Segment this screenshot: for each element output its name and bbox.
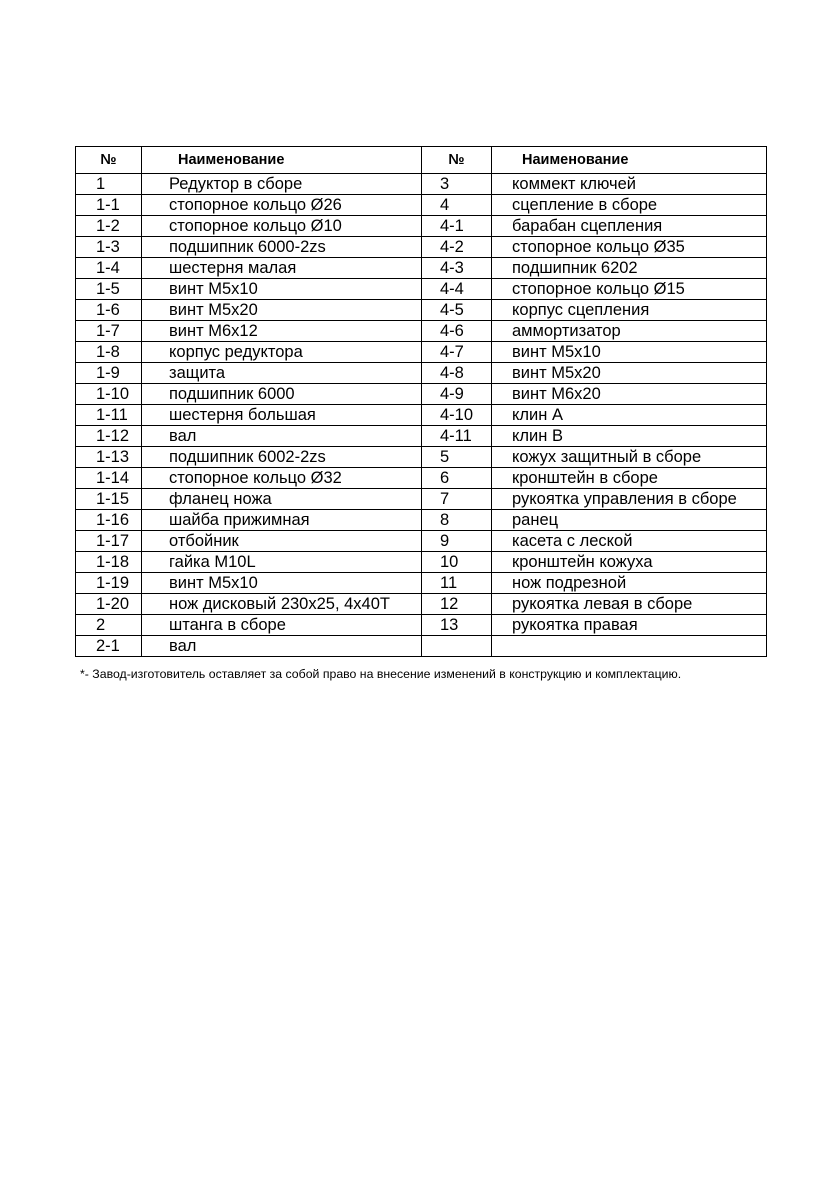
cell-right-name: корпус сцепления	[492, 300, 767, 321]
cell-left-name: шайба прижимная	[142, 510, 422, 531]
cell-right-name: аммортизатор	[492, 321, 767, 342]
cell-right-name	[492, 636, 767, 657]
cell-right-name: подшипник 6202	[492, 258, 767, 279]
cell-right-number: 4-9	[422, 384, 492, 405]
cell-left-name: отбойник	[142, 531, 422, 552]
cell-right-number: 3	[422, 174, 492, 195]
cell-left-name: винт М5х20	[142, 300, 422, 321]
cell-left-name: подшипник 6000-2zs	[142, 237, 422, 258]
header-name-right: Наименование	[492, 147, 767, 174]
cell-left-name: винт М5х10	[142, 279, 422, 300]
cell-right-name: винт М5х10	[492, 342, 767, 363]
cell-left-number: 1-16	[76, 510, 142, 531]
cell-left-number: 1-17	[76, 531, 142, 552]
cell-left-number: 2	[76, 615, 142, 636]
cell-right-number: 9	[422, 531, 492, 552]
cell-right-name: клин В	[492, 426, 767, 447]
table-row	[76, 489, 767, 510]
cell-left-name: вал	[142, 426, 422, 447]
cell-left-name: Редуктор в сборе	[142, 174, 422, 195]
cell-right-name: кронштейн кожуха	[492, 552, 767, 573]
cell-right-name: винт М5х20	[492, 363, 767, 384]
cell-left-number: 1-5	[76, 279, 142, 300]
cell-left-number: 1-7	[76, 321, 142, 342]
table-row	[76, 405, 767, 426]
cell-left-name: стопорное кольцо Ø26	[142, 195, 422, 216]
cell-left-name: шестерня большая	[142, 405, 422, 426]
cell-left-name: гайка М10L	[142, 552, 422, 573]
cell-right-name: клин А	[492, 405, 767, 426]
header-row	[76, 147, 767, 174]
table-row	[76, 321, 767, 342]
cell-right-number: 4-11	[422, 426, 492, 447]
header-number-left: №	[76, 147, 142, 174]
cell-left-number: 1-13	[76, 447, 142, 468]
cell-right-number: 4-6	[422, 321, 492, 342]
cell-left-number: 1	[76, 174, 142, 195]
table-row	[76, 363, 767, 384]
table-row	[76, 426, 767, 447]
cell-right-name: нож подрезной	[492, 573, 767, 594]
cell-right-number: 4-1	[422, 216, 492, 237]
cell-left-name: подшипник 6000	[142, 384, 422, 405]
cell-left-number: 1-14	[76, 468, 142, 489]
cell-right-number: 4-10	[422, 405, 492, 426]
cell-right-number: 4-2	[422, 237, 492, 258]
cell-left-name: штанга в сборе	[142, 615, 422, 636]
table-row	[76, 237, 767, 258]
table-row	[76, 531, 767, 552]
table-row	[76, 216, 767, 237]
cell-left-number: 1-6	[76, 300, 142, 321]
footnote: *- Завод-изготовитель оставляет за собой право на внесение изменений в конструкцию и комплектацию.	[80, 667, 682, 681]
cell-right-number: 10	[422, 552, 492, 573]
cell-right-number: 5	[422, 447, 492, 468]
header-name-left: Наименование	[142, 147, 422, 174]
header-number-right: №	[422, 147, 492, 174]
cell-right-number: 4-5	[422, 300, 492, 321]
cell-left-name: стопорное кольцо Ø32	[142, 468, 422, 489]
cell-right-number: 4-8	[422, 363, 492, 384]
cell-left-number: 1-2	[76, 216, 142, 237]
cell-right-name: стопорное кольцо Ø35	[492, 237, 767, 258]
table-row	[76, 279, 767, 300]
table-body	[76, 174, 767, 657]
cell-left-name: шестерня малая	[142, 258, 422, 279]
cell-right-name: ранец	[492, 510, 767, 531]
cell-left-number: 1-12	[76, 426, 142, 447]
cell-left-number: 1-8	[76, 342, 142, 363]
cell-left-number: 1-3	[76, 237, 142, 258]
cell-right-number	[422, 636, 492, 657]
cell-right-name: кожух защитный в сборе	[492, 447, 767, 468]
cell-left-number: 1-9	[76, 363, 142, 384]
cell-left-number: 1-10	[76, 384, 142, 405]
cell-right-number: 4-3	[422, 258, 492, 279]
cell-right-number: 11	[422, 573, 492, 594]
cell-right-name: винт М6х20	[492, 384, 767, 405]
cell-left-name: винт М6х12	[142, 321, 422, 342]
cell-right-number: 7	[422, 489, 492, 510]
cell-right-number: 13	[422, 615, 492, 636]
cell-left-name: фланец ножа	[142, 489, 422, 510]
cell-right-name: рукоятка управления в сборе	[492, 489, 767, 510]
table-row	[76, 195, 767, 216]
cell-left-name: винт М5х10	[142, 573, 422, 594]
cell-right-number: 4-7	[422, 342, 492, 363]
cell-right-name: барабан сцепления	[492, 216, 767, 237]
cell-right-name: рукоятка правая	[492, 615, 767, 636]
table-row	[76, 573, 767, 594]
cell-left-number: 2-1	[76, 636, 142, 657]
cell-right-number: 4-4	[422, 279, 492, 300]
cell-right-name: рукоятка левая в сборе	[492, 594, 767, 615]
table-row	[76, 468, 767, 489]
cell-left-name: нож дисковый 230х25, 4х40Т	[142, 594, 422, 615]
cell-right-number: 4	[422, 195, 492, 216]
table-row	[76, 552, 767, 573]
table-row	[76, 510, 767, 531]
table-row	[76, 594, 767, 615]
cell-right-name: сцепление в сборе	[492, 195, 767, 216]
table-row	[76, 636, 767, 657]
cell-right-name: касета с леской	[492, 531, 767, 552]
parts-table	[75, 146, 767, 657]
cell-left-name: корпус редуктора	[142, 342, 422, 363]
cell-left-number: 1-11	[76, 405, 142, 426]
table-header	[76, 147, 767, 174]
cell-left-number: 1-19	[76, 573, 142, 594]
cell-right-name: кронштейн в сборе	[492, 468, 767, 489]
cell-left-number: 1-15	[76, 489, 142, 510]
cell-right-number: 6	[422, 468, 492, 489]
table-row	[76, 384, 767, 405]
table-row	[76, 342, 767, 363]
table-row	[76, 174, 767, 195]
cell-left-name: вал	[142, 636, 422, 657]
cell-left-name: подшипник 6002-2zs	[142, 447, 422, 468]
table-row	[76, 300, 767, 321]
cell-left-number: 1-18	[76, 552, 142, 573]
cell-left-number: 1-1	[76, 195, 142, 216]
table-row	[76, 447, 767, 468]
cell-left-name: защита	[142, 363, 422, 384]
cell-right-name: коммект ключей	[492, 174, 767, 195]
table-row	[76, 258, 767, 279]
cell-right-number: 8	[422, 510, 492, 531]
cell-left-name: стопорное кольцо Ø10	[142, 216, 422, 237]
cell-left-number: 1-4	[76, 258, 142, 279]
table-row	[76, 615, 767, 636]
cell-right-number: 12	[422, 594, 492, 615]
cell-left-number: 1-20	[76, 594, 142, 615]
cell-right-name: стопорное кольцо Ø15	[492, 279, 767, 300]
